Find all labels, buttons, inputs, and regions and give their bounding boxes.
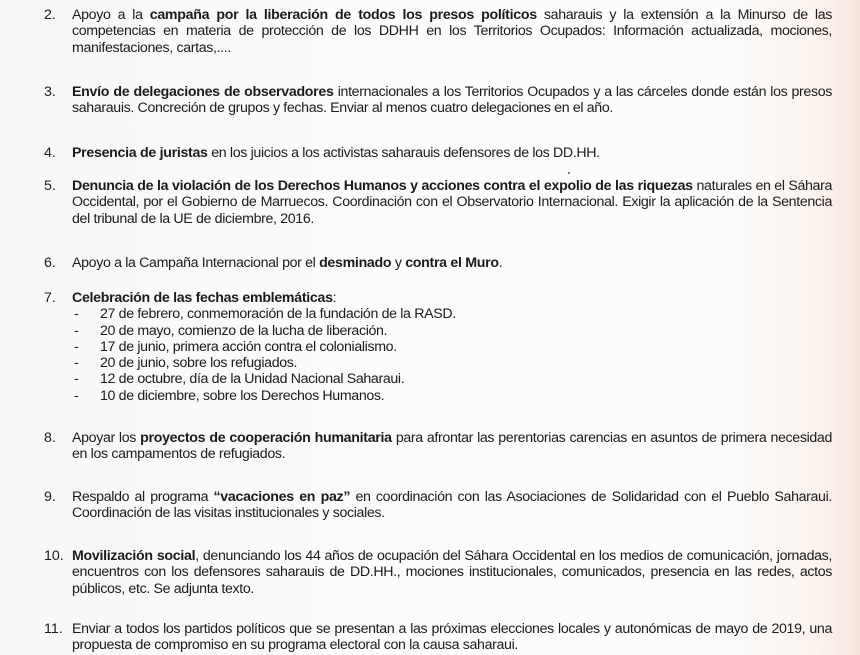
bold-text-run: Movilización social xyxy=(72,548,196,564)
bold-text-run: Presencia de juristas xyxy=(72,145,208,161)
list-item-8 xyxy=(44,430,832,463)
text-run: internacionales a los Territorios Ocupados y a las cárceles donde están los presos saharauis. Concreción de grupos y fechas. Enviar al menos cuatro delegaciones en el año. xyxy=(72,84,832,117)
list-item-10 xyxy=(44,548,832,597)
list-item-7 xyxy=(44,290,832,404)
text-run: Enviar a todos los partidos políticos que se presentan a las próximas elecciones locales y autonómicas de mayo de 2019, una propuesta de compromiso en su programa electoral con la causa saharaui. xyxy=(72,621,832,654)
bold-text-run: Celebración de las fechas emblemáticas xyxy=(72,290,333,306)
text-run: : xyxy=(332,290,337,306)
text-run: Respaldo al programa xyxy=(72,489,214,505)
sub-item-text: 17 de junio, primera acción contra el colonialismo. xyxy=(100,338,397,355)
bold-text-run: Envío de delegaciones de observadores xyxy=(72,84,334,100)
item-text xyxy=(72,145,832,161)
item-number: 11. xyxy=(44,621,63,637)
item-number: 2. xyxy=(44,7,56,23)
item-number: 4. xyxy=(44,145,56,161)
dash-bullet: - xyxy=(74,355,79,372)
item-number: 8. xyxy=(44,430,56,446)
item-number: 7. xyxy=(44,290,56,306)
list-item-6 xyxy=(44,255,832,271)
text-run: . xyxy=(498,255,503,271)
item-text xyxy=(72,84,832,117)
sub-item-text: 20 de junio, sobre los refugiados. xyxy=(100,355,298,372)
bold-text-run: “vacaciones en paz” xyxy=(213,489,351,505)
item-text xyxy=(72,7,832,56)
sub-list-item xyxy=(72,355,832,371)
text-run: en los juicios a los activistas saharauis defensores de los DD.HH. xyxy=(207,145,600,161)
bold-text-run: campaña por la liberación de todos los presos políticos xyxy=(149,7,537,23)
item-text xyxy=(72,290,832,306)
emblematic-dates-list xyxy=(72,306,832,404)
text-run: naturales en el Sáhara Occidental, por el Gobierno de Marruecos. Coordinación con el Observatorio Internacional. Exigir la aplicación de la Sentencia del tribunal de la UE de diciembre, 2016. xyxy=(72,178,833,227)
item-number: 9. xyxy=(44,489,56,505)
item-number: 6. xyxy=(44,255,56,271)
item-text xyxy=(72,548,832,597)
bold-text-run: desminado xyxy=(319,255,392,271)
bold-text-run: contra el Muro xyxy=(405,255,499,271)
text-run: Apoyo a la xyxy=(72,7,150,23)
item-text xyxy=(72,621,832,654)
list-item-5 xyxy=(44,178,832,227)
sub-item-text: 12 de octubre, día de la Unidad Nacional Saharaui. xyxy=(100,371,405,388)
item-number: 5. xyxy=(44,178,56,194)
sub-list-item xyxy=(72,339,832,355)
item-text xyxy=(72,255,832,271)
sub-list-item xyxy=(72,388,832,404)
bold-text-run: Denuncia de la violación de los Derechos Humanos y acciones contra el expolio de las riquezas xyxy=(72,178,693,194)
dash-bullet: - xyxy=(74,322,79,339)
item-number: 10. xyxy=(44,548,64,564)
sub-item-text: 10 de diciembre, sobre los Derechos Humanos. xyxy=(100,387,385,404)
dash-bullet: - xyxy=(74,338,79,355)
text-run: , denunciando los 44 años de ocupación del Sáhara Occidental en los medios de comunicación, jornadas, encuentros con los defensores saharauis de DD.HH., mociones institucionales, comunicados, presencia en las redes, actos públicos, etc. Se adjunta texto. xyxy=(72,548,833,597)
bold-text-run: proyectos de cooperación humanitaria xyxy=(140,430,392,446)
item-text xyxy=(72,178,832,227)
item-text xyxy=(72,489,832,522)
speck xyxy=(568,172,570,174)
text-run: Apoyar los xyxy=(72,430,141,446)
list-item-4 xyxy=(44,145,832,161)
sub-list-item xyxy=(72,323,832,339)
item-text xyxy=(72,430,832,463)
sub-list-item xyxy=(72,371,832,387)
list-item-9 xyxy=(44,489,832,522)
text-run: Apoyo a la Campaña Internacional por el xyxy=(72,255,320,271)
list-item-11 xyxy=(44,621,832,654)
dash-bullet: - xyxy=(74,306,79,323)
text-run: y xyxy=(391,255,406,271)
text-run: saharauis y la extensión a la Minurso de las competencias en materia de protección de los DDHH en los Territorios Ocupados: Información actualizada, mociones, manifestaciones, cartas,.... xyxy=(72,7,833,56)
sub-list-item xyxy=(72,306,832,322)
item-number: 3. xyxy=(44,84,56,100)
sub-item-text: 20 de mayo, comienzo de la lucha de liberación. xyxy=(100,322,388,339)
text-run: para afrontar las perentorias carencias en asuntos de primera necesidad en los campamentos de refugiados. xyxy=(72,430,832,463)
list-item-3 xyxy=(44,84,832,117)
list-item-2 xyxy=(44,7,832,56)
dash-bullet: - xyxy=(74,387,79,404)
text-run: en coordinación con las Asociaciones de Solidaridad con el Pueblo Saharaui. Coordinación de las visitas institucionales y sociales. xyxy=(72,489,832,522)
dash-bullet: - xyxy=(74,371,79,388)
sub-item-text: 27 de febrero, conmemoración de la fundación de la RASD. xyxy=(100,306,456,323)
